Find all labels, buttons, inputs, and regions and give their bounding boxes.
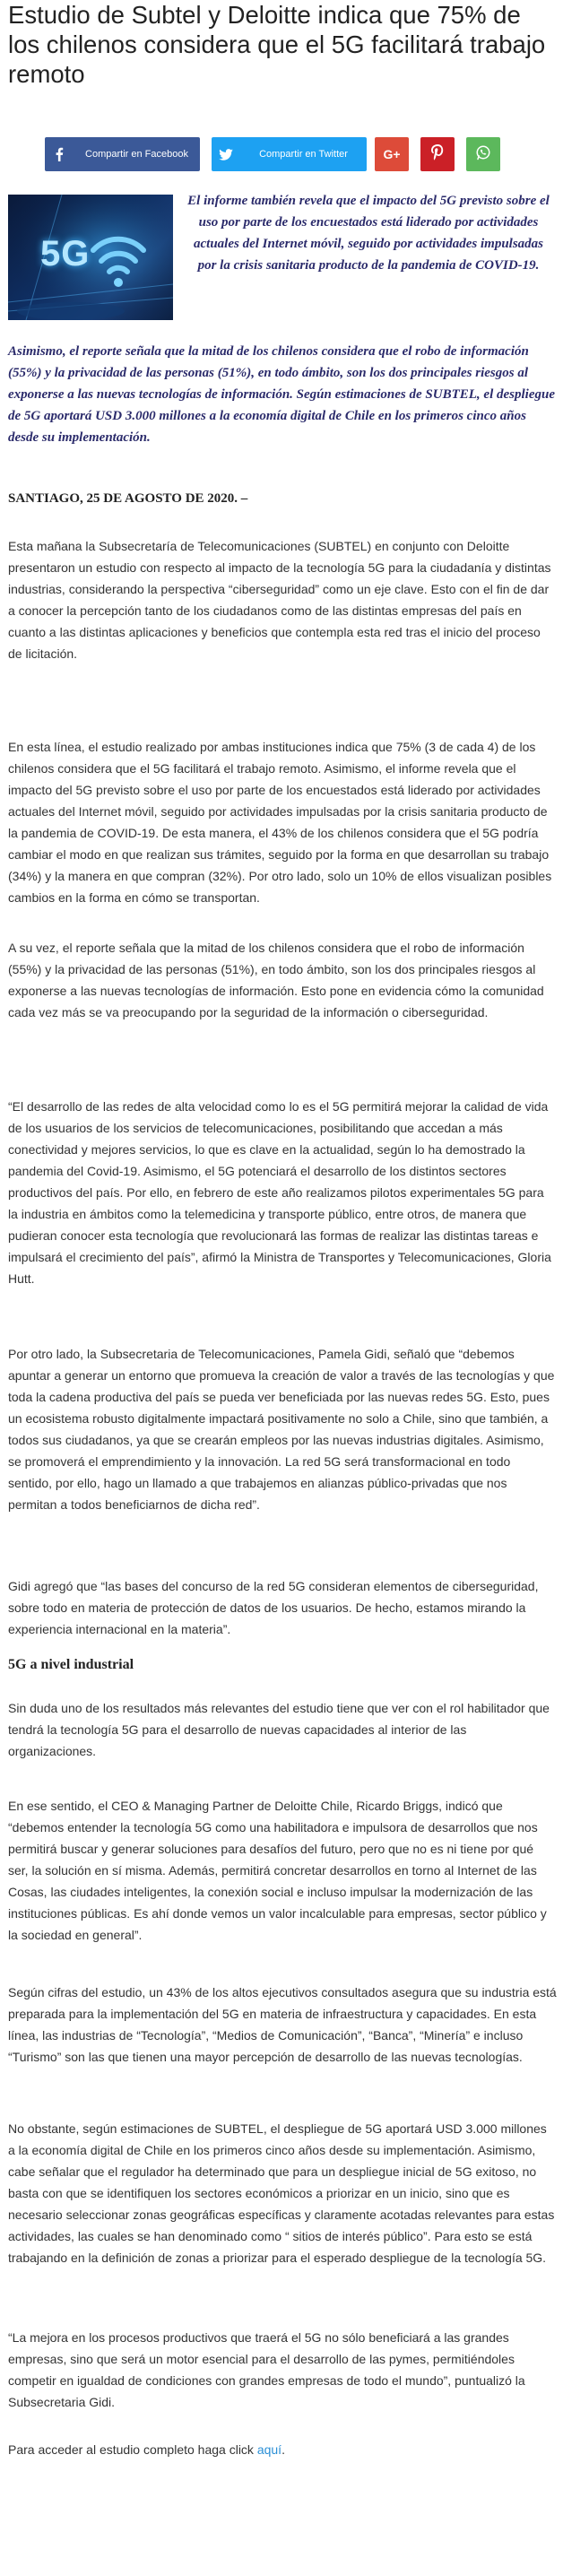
study-access-end: . <box>282 2442 285 2457</box>
hero-image <box>8 195 173 320</box>
share-facebook-label: Compartir en Facebook <box>85 149 188 160</box>
paragraph-6: Gidi agregó que “las bases del concurso de la red 5G consideran elementos de ciberseguridad, sobre todo en materia de protección de datos de los usuarios. De hecho, estamos mirando la experiencia internacional en la materia”. <box>8 1579 539 1636</box>
share-google-plus-button[interactable] <box>375 137 409 171</box>
paragraph-3: A su vez, el reporte señala que la mitad de los chilenos considera que el robo de información (55%) y la privacidad de las personas (51%), en todo ámbito, son los dos principales riesgos al exponerse a las nuevas tecnologías de información. Esto pone en evidencia cómo la comunidad cada vez más se va preocupando por la seguridad de la información o ciberseguridad. <box>8 941 544 1019</box>
study-access-text: Para acceder al estudio completo haga click <box>8 2442 257 2457</box>
paragraph-1: Esta mañana la Subsecretaría de Telecomunicaciones (SUBTEL) en conjunto con Deloitte presentaron un estudio con respecto al impacto de la tecnología 5G para la ciudadanía y distintas industrias, considerando la perspectiva “ciberseguridad” como un eje clave. Esto con el fin de dar a conocer la percepción tanto de los ciudadanos como de las distintas empresas del país en cuanto a las distintas aplicaciones y beneficios que contempla esta red tras el inicio del proceso de licitación. <box>8 539 551 661</box>
paragraph-8: En ese sentido, el CEO & Managing Partner de Deloitte Chile, Ricardo Briggs, indicó que “debemos entender la tecnología 5G como una habilitadora e impulsora de desarrollos que nos permitirá buscar y generar soluciones para desafíos del futuro, pero que no es ni tiene por qué ser, la solución en sí misma. Además, permitirá concretar desarrollos en torno al Internet de las Cosas, las ciudades inteligentes, la conexión social e incluso impulsar la modernización de las instituciones públicas. Es ahí donde vemos un valor incalculable para empresas, sector público y la sociedad en general”. <box>8 1799 547 1942</box>
paragraph-9: Según cifras del estudio, un 43% de los altos ejecutivos consultados asegura que su industria está preparada para la implementación del 5G en materia de infraestructura y capacidades. En esta línea, las industrias de “Tecnología”, “Medios de Comunicación”, “Banca”, “Minería” e incluso “Turismo” son las que tienen una mayor percepción de desarrollo de las nuevas tecnologías. <box>8 1985 557 2064</box>
study-access-paragraph <box>8 2439 557 2460</box>
share-pinterest-button[interactable] <box>420 137 455 171</box>
paragraph-4: “El desarrollo de las redes de alta velocidad como lo es el 5G permitirá mejorar la calidad de vida de los usuarios de los servicios de telecomunicaciones, posibilitando que accedan a más conectividad y mejores servicios, lo que es clave en la actualidad, según lo ha demostrado la pandemia del Covid-19. Asimismo, el 5G potenciará el desarrollo de los distintos sectores productivos del país. Por ello, en febrero de este año realizamos pilotos experimentales 5G para la industria en ámbitos como la telemedicina y transporte público, entre otros, de manera que pudieran conocer esta tecnología que revolucionará las formas de realizar las distintas tareas e impulsará el crecimiento del país”, afirmó la Ministra de Transportes y Telecomunicaciones, Gloria Hutt. <box>8 1099 551 1286</box>
google-plus-icon: G+ <box>383 147 401 161</box>
twitter-icon <box>212 137 240 171</box>
section-heading: 5G a nivel industrial <box>8 1657 134 1672</box>
lead-paragraph-right: El informe también revela que el impacto del 5G previsto sobre el uso por parte de los encuestados está liderado por actividades actuales del Internet móvil, seguido por actividades impulsadas por la crisis sanitaria producto de la pandemia de COVID-19. <box>187 194 550 273</box>
hero-image-5g-text: 5G <box>40 234 91 273</box>
paragraph-11: “La mejora en los procesos productivos que traerá el 5G no sólo beneficiará a las grandes empresas, sino que será un motor esencial para el desarrollo de las pymes, permitiéndoles competir en igualdad de condiciones con grandes empresas de todo el mundo”, puntualizó la Subsecretaria Gidi. <box>8 2330 525 2409</box>
paragraph-7: Sin duda uno de los resultados más relevantes del estudio tiene que ver con el rol habilitador que tendrá la tecnología 5G para el desarrollo de nuevas capacidades al interior de las organizaciones. <box>8 1701 550 1758</box>
facebook-icon <box>45 137 74 171</box>
share-facebook-button[interactable] <box>45 137 200 171</box>
paragraph-2: En esta línea, el estudio realizado por ambas instituciones indica que 75% (3 de cada 4) de los chilenos considera que el 5G facilitará el trabajo remoto. Asimismo, el informe revela que el impacto del 5G previsto sobre el uso por parte de los encuestados está liderado por actividades actuales del Internet móvil, seguido por actividades impulsadas por la crisis sanitaria producto de la pandemia de COVID-19. De esta manera, el 43% de los chilenos considera que el 5G podría cambiar el modo en que realizan sus trámites, seguido por la forma en que desarrollan su trabajo (34%) y la manera en que compran (32%). Por otro lado, solo un 10% de ellos visualizan posibles cambios en la forma en cómo se transportan. <box>8 740 552 905</box>
share-twitter-label: Compartir en Twitter <box>259 149 348 160</box>
study-link[interactable]: aquí <box>256 2442 282 2457</box>
paragraph-10: No obstante, según estimaciones de SUBTEL, el despliegue de 5G aportará USD 3.000 millones a la economía digital de Chile en los primeros cinco años desde su implementación. Asimismo, cabe señalar que el regulador ha determinado que para un despliegue inicial de 5G exitoso, no basta con que se identifiquen los sectores económicos a priorizar en un inicio, sino que es necesario seleccionar zonas geográficas específicas y claramente acotadas relevantes para estas actividades, las cuales se han denominado como “ sitios de interés público”. Para esto se está trabajando en la definición de zonas a priorizar para el esperado despliegue de la tecnología 5G. <box>8 2121 555 2265</box>
lead-paragraph-full: Asimismo, el reporte señala que la mitad de los chilenos considera que el robo de información (55%) y la privacidad de las personas (51%), en todo ámbito, son los dos principales riesgos al exponerse a las nuevas tecnologías de información. Según estimaciones de SUBTEL, el despliegue de 5G aportará USD 3.000 millones a la economía digital de Chile en los primeros cinco años desde su implementación. <box>8 344 555 445</box>
article-title: Estudio de Subtel y Deloitte indica que 75% de los chilenos considera que el 5G facilitará trabajo remoto <box>8 1 546 88</box>
whatsapp-icon <box>475 144 491 165</box>
dateline: SANTIAGO, 25 DE AGOSTO DE 2020. – <box>8 491 248 506</box>
paragraph-5: Por otro lado, la Subsecretaria de Telecomunicaciones, Pamela Gidi, señaló que “debemos apuntar a generar un entorno que promueva la creación de valor a través de las tecnologías y que toda la cadena productiva del país se pueda ver beneficiada por las nuevas redes 5G. Esto, pues un ecosistema robusto digitalmente impactará positivamente no solo a Chile, sino que también, a todos sus ciudadanos, ya que se crearán empleos por las nuevas industrias digitales. Asimismo, se promoverá el emprendimiento y la innovación. La red 5G será transformacional en todo sentido, por ello, hago un llamado a que trabajemos en alianzas público-privadas que nos permitan a todos beneficiarnos de dicha red”. <box>8 1347 555 1512</box>
share-twitter-button[interactable] <box>212 137 367 171</box>
share-whatsapp-button[interactable] <box>466 137 500 171</box>
pinterest-icon <box>431 144 444 165</box>
